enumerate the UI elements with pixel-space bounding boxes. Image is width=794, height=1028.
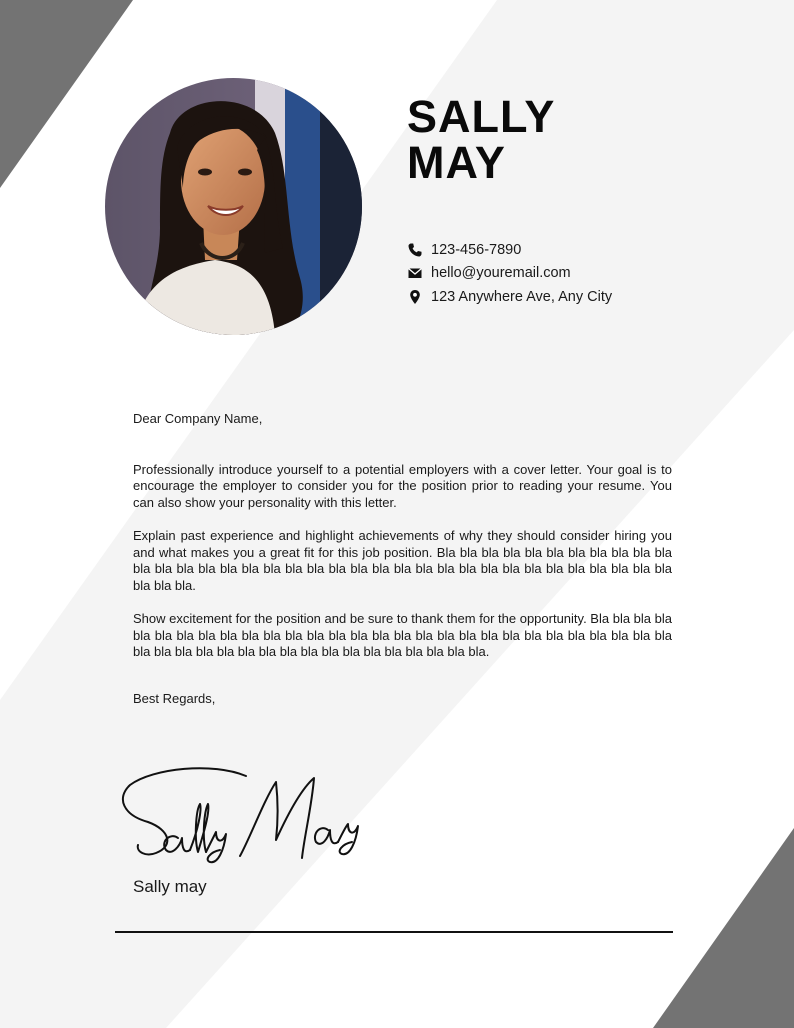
email-address[interactable]: hello@youremail.com bbox=[431, 265, 571, 282]
contact-address bbox=[407, 285, 612, 309]
contact-list bbox=[407, 238, 612, 309]
applicant-name bbox=[407, 91, 556, 188]
street-address: 123 Anywhere Ave, Any City bbox=[431, 288, 613, 305]
letter-body bbox=[133, 411, 672, 677]
greeting: Dear Company Name, bbox=[133, 411, 263, 426]
paragraph-closing: Show excitement for the position and be sure to thank them for the opportunity. Bla bla bla bla bla bla bla bla bla bla bla bla bla bla bla bla bla bla bla bla bla bla bla bla bla bla bla bla bla bla bla bla bla bla bla bla bla bla bla bla bla bla bla bla bla bla. bbox=[133, 610, 672, 660]
phone-number[interactable]: 123-456-7890 bbox=[431, 241, 522, 258]
closing-phrase: Best Regards, bbox=[133, 691, 216, 706]
profile-photo bbox=[105, 78, 362, 335]
paragraph-experience: Explain past experience and highlight achievements of why they should consider hiring you and what makes you a great fit for this job position. Bla bla bla bla bla bla bla bla bla bla bla bla bla bla bla bla bla bla bla bla bla bla bla bla bla bla bla bla bla bla bla bla bla bla bla bla bla bla bla. bbox=[133, 527, 672, 593]
bottom-right-dark-band bbox=[653, 828, 794, 1028]
contact-phone bbox=[407, 238, 612, 262]
name-line-2: MAY bbox=[407, 137, 506, 188]
paragraph-intro: Professionally introduce yourself to a potential employers with a cover letter. Your goal is to encourage the employer to consider you for the position prior to reading your resume. You can also show your personality with this letter. bbox=[133, 461, 672, 510]
name-line-1: SALLY bbox=[407, 91, 556, 142]
contact-email bbox=[407, 262, 612, 286]
phone-icon bbox=[407, 242, 423, 258]
envelope-icon bbox=[407, 265, 423, 281]
printed-name: Sally may bbox=[133, 877, 207, 896]
handwritten-signature bbox=[118, 760, 368, 865]
footer-divider bbox=[115, 931, 673, 933]
location-pin-icon bbox=[407, 289, 423, 305]
